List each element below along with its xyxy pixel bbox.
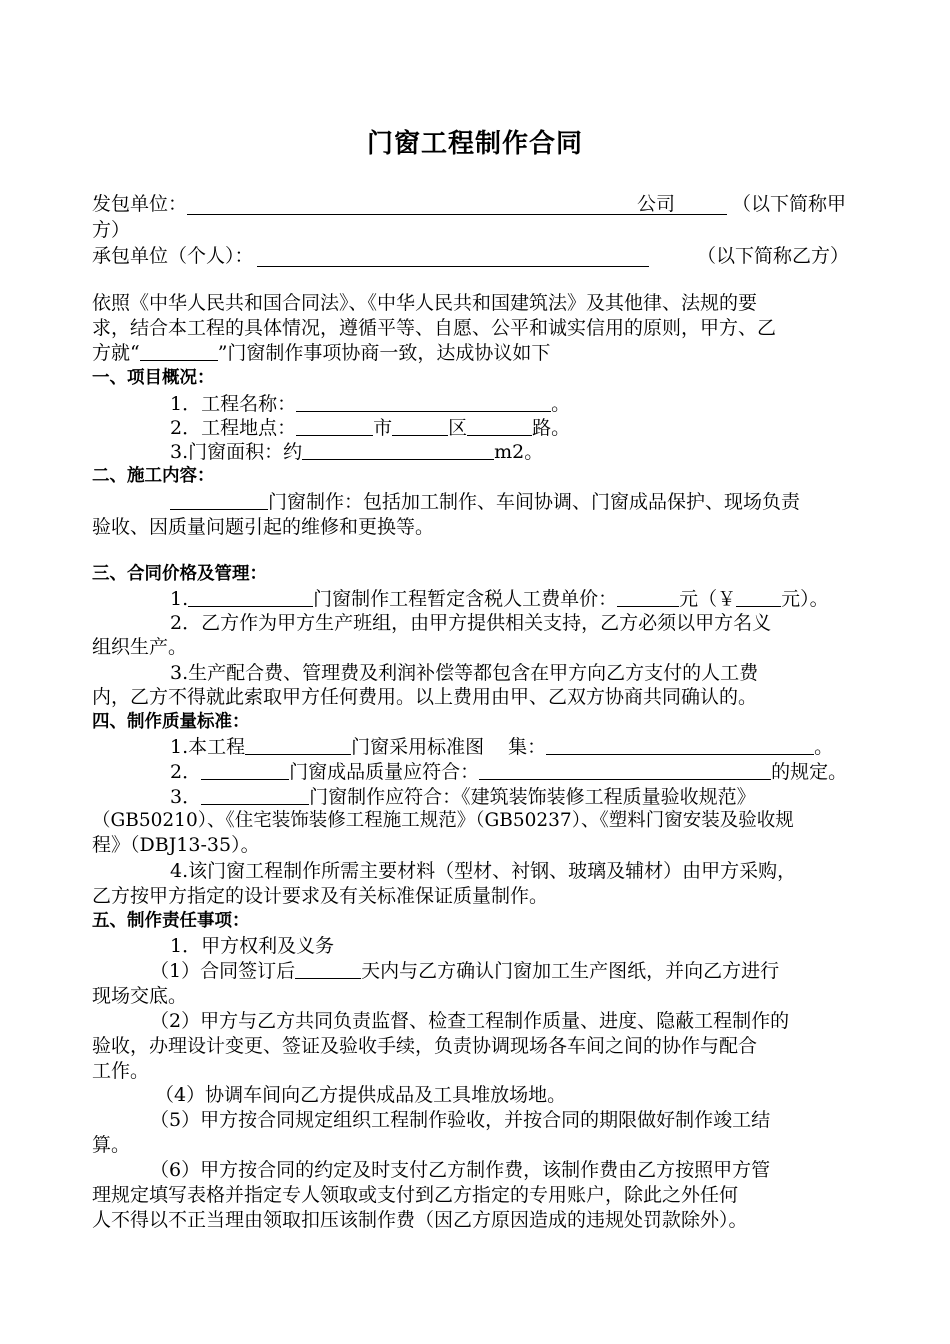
- s1-item-2-label: 2．工程地点：: [170, 417, 297, 439]
- s5-p5-line-1: （5）甲方按合同规定组织工程制作验收，并按合同的期限做好制作竣工结: [150, 1109, 771, 1131]
- s4-item-2-end: 的规定。: [771, 761, 848, 783]
- section-2-heading: 二、施工内容：: [92, 466, 215, 486]
- unit-price-field: [617, 587, 679, 607]
- s4-item-3-type-field: [201, 785, 309, 805]
- s4-item-3-b: 门窗制作应符合：《建筑装饰装修工程质量验收规范》: [309, 786, 756, 808]
- s4-item-4-line-2: 乙方按甲方指定的设计要求及有关标准保证质量制作。: [92, 885, 549, 907]
- employer-note: （以下简称甲: [732, 193, 847, 215]
- s3-item-2-line-1: 2．乙方作为甲方生产班组，由甲方提供相关支持，乙方必须以甲方名义: [170, 612, 772, 634]
- road-field: [467, 416, 532, 436]
- s1-item-1: [170, 391, 570, 417]
- section-1-heading: 一、项目概况：: [92, 368, 215, 388]
- days-field: [295, 959, 361, 979]
- s5-p6-line-1: （6）甲方按合同的约定及时支付乙方制作费，该制作费由乙方按照甲方管: [150, 1159, 771, 1181]
- district-field: [392, 416, 448, 436]
- contractor-note: （以下简称乙方）: [697, 245, 850, 267]
- section-4-heading: 四、制作质量标准：: [92, 712, 250, 732]
- s4-item-2-type-field: [201, 760, 289, 780]
- s1-item-1-end: 。: [551, 393, 571, 415]
- s4-item-1-a: 1.本工程: [170, 736, 246, 758]
- section-3-heading: 三、合同价格及管理：: [92, 564, 267, 584]
- s3-item-1-text: 门窗制作工程暂定含税人工费单价：: [313, 588, 618, 610]
- s4-item-3: [170, 784, 756, 810]
- s3-item-1-num: 1.: [170, 588, 189, 610]
- s3-item-3-line-1: 3.生产配合费、管理费及利润补偿等都包含在甲方向乙方支付的人工费: [170, 662, 759, 684]
- s4-item-1-c: 集：: [508, 736, 547, 758]
- s5-p1-a: （1）合同签订后: [150, 960, 296, 982]
- s4-item-2: [170, 759, 847, 785]
- s5-p1-line-1: [150, 958, 779, 984]
- s5-p1-b: 天内与乙方确认门窗加工生产图纸，并向乙方进行: [361, 960, 780, 982]
- s4-item-3-line-3: 程》（DBJ13-35）。: [92, 834, 260, 856]
- area-field: [302, 440, 494, 460]
- s5-p2-line-2: 验收，办理设计变更、签证及验收手续，负责协调现场各车间之间的协作与配合: [92, 1035, 758, 1057]
- preamble-text-a: 方就“: [92, 342, 140, 364]
- s5-p5-line-2: 算。: [92, 1134, 131, 1156]
- preamble-line-3: [92, 340, 550, 366]
- project-name-blank: [140, 341, 218, 361]
- s1-item-3-label: 3.门窗面积：约: [170, 441, 303, 463]
- s5-sub-1: 1．甲方权利及义务: [170, 935, 335, 957]
- page-title: 门窗工程制作合同: [366, 129, 583, 159]
- s3-item-1: [170, 586, 829, 612]
- s4-item-1-end: 。: [814, 736, 834, 758]
- preamble-line-1: 依照《中华人民共和国合同法》、《中华人民共和国建筑法》及其他律、法规的要: [92, 292, 758, 314]
- s1-road-label: 路。: [532, 417, 571, 439]
- s5-p2-line-3: 工作。: [92, 1060, 150, 1082]
- standard-drawing-field: [546, 735, 814, 755]
- preamble-text-b: ”门窗制作事项协商一致，达成协议如下: [217, 342, 551, 364]
- contractor-label: 承包单位（个人）：: [92, 245, 254, 267]
- employer-note-cont: 方）: [92, 219, 131, 241]
- s5-p1-line-2: 现场交底。: [92, 985, 188, 1007]
- city-field: [296, 416, 373, 436]
- preamble-line-2: 求，结合本工程的具体情况，遵循平等、自愿、公平和诚实信用的原则，甲方、乙: [92, 317, 777, 339]
- s1-district-label: 区: [448, 417, 468, 439]
- s2-line-2: 验收、因质量问题引起的维修和更换等。: [92, 516, 435, 538]
- quality-standard-field: [479, 760, 771, 780]
- s4-item-4-line-1: 4.该门窗工程制作所需主要材料（型材、衬钢、玻璃及辅材）由甲方采购，: [170, 860, 797, 882]
- s5-p6-line-2: 理规定填写表格并指定专人领取或支付到乙方指定的专用账户，除此之外任何: [92, 1184, 739, 1206]
- s4-item-2-a: 2．: [170, 761, 202, 783]
- s1-item-3: [170, 439, 543, 465]
- s1-item-1-label: 1．工程名称：: [170, 393, 297, 415]
- s1-city-label: 市: [373, 417, 393, 439]
- s4-type-field: [245, 735, 351, 755]
- s4-item-3-a: 3．: [170, 786, 202, 808]
- s1-item-2: [170, 415, 570, 441]
- s5-p6-line-3: 人不得以不正当理由领取扣压该制作费（因乙方原因造成的违规处罚款除外）。: [92, 1209, 748, 1231]
- contractor-blank: [257, 247, 649, 267]
- s2-line-1-text: 门窗制作：包括加工制作、车间协调、门窗成品保护、现场负责: [268, 491, 801, 513]
- s1-item-3-unit: m2。: [494, 441, 544, 463]
- section-5-heading: 五、制作责任事项：: [92, 911, 250, 931]
- s2-blank: [170, 490, 268, 510]
- s5-p4: （4）协调车间向乙方提供成品及工具堆放场地。: [155, 1084, 567, 1106]
- s3-item-1-end: 元）。: [781, 588, 829, 610]
- s3-item-2-line-2: 组织生产。: [92, 636, 188, 658]
- s4-item-2-b: 门窗成品质量应符合：: [289, 761, 480, 783]
- s4-item-1-b: 门窗采用标准图: [351, 736, 485, 758]
- s4-item-1: [170, 734, 833, 760]
- unit-price-figure-field: [736, 587, 781, 607]
- s4-item-3-line-2: （GB50210）、《住宅装饰装修工程施工规范》（GB50237）、《塑料门窗安装及验收规: [92, 810, 794, 831]
- s3-type-field: [188, 587, 313, 607]
- employer-line: [92, 191, 862, 217]
- s3-yuan-label: 元（￥: [679, 588, 737, 610]
- s2-line-1: [170, 489, 800, 515]
- employer-label: 发包单位：: [92, 193, 188, 215]
- project-name-field: [296, 392, 551, 412]
- employer-suffix: 公司: [637, 193, 676, 215]
- s3-item-3-line-2: 内，乙方不得就此索取甲方任何费用。以上费用由甲、乙双方协商共同确认的。: [92, 686, 758, 708]
- contractor-line: [92, 243, 862, 269]
- s5-p2-line-1: （2）甲方与乙方共同负责监督、检查工程制作质量、进度、隐蔽工程制作的: [150, 1010, 790, 1032]
